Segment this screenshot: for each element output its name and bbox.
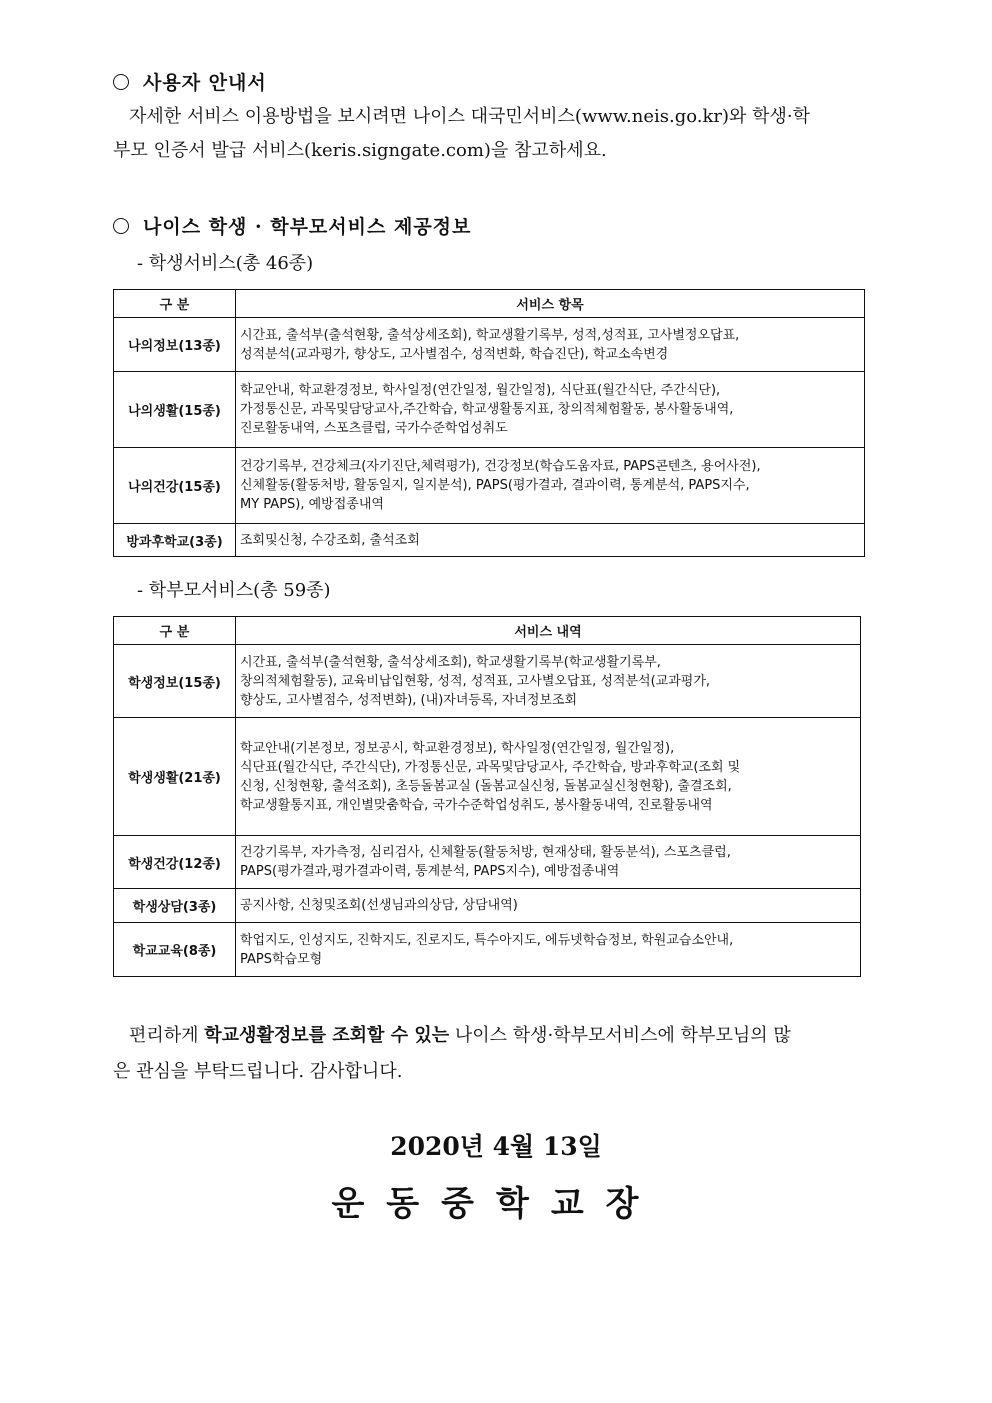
table-row (114, 524, 865, 557)
body-line: 부모 인증서 발급 서비스(keris.signgate.com)을 참고하세요. (113, 140, 607, 161)
row-items (236, 836, 861, 889)
row-category: 학생생활(21종) (114, 718, 236, 836)
item-line: 공지사항, 신청및조회(선생님과의상담, 상담내역) (240, 898, 518, 913)
header-items: 서비스 내역 (236, 617, 861, 645)
student-service-table (113, 289, 865, 557)
row-category: 학생건강(12종) (114, 836, 236, 889)
closing-suffix: 나이스 학생·학부모서비스에 학부모님의 많 (449, 1025, 791, 1046)
student-service-subtitle: - 학생서비스(총 46종) (137, 253, 314, 274)
table-row (114, 923, 861, 977)
item-line: 신청, 신청현황, 출석조회), 초등돌봄교실 (돌봄교실신청, 돌봄교실신청현황), 출결조회, (240, 778, 732, 794)
item-line: PAPS(평가결과,평가결과이력, 통계분석, PAPS지수), 예방접종내역 (240, 864, 620, 879)
item-line: 창의적체험활동), 교육비납입현황, 성적, 성적표, 고사별오답표, 성적분석(교과평가, (240, 673, 711, 689)
row-category: 학생상담(3종) (114, 889, 236, 923)
item-line: 조회및신청, 수강조회, 출석조회 (240, 532, 420, 548)
row-items (236, 645, 861, 718)
item-line: 성적분석(교과평가, 향상도, 고사별점수, 성적변화, 학습진단), 학교소속변경 (240, 346, 669, 362)
header-category: 구 분 (114, 290, 236, 318)
table-row (114, 836, 861, 889)
table-row (114, 318, 865, 372)
item-line: 가정통신문, 과목및담당교사,주간학습, 학교생활통지표, 창의적체험활동, 봉사활동내역, (240, 402, 734, 417)
header-items: 서비스 항목 (236, 290, 865, 318)
table-header-row (114, 290, 865, 318)
item-line: 건강기록부, 건강체크(자기진단,체력평가), 건강정보(학습도움자료, PAPS콘텐츠, 용어사전), (240, 459, 761, 474)
row-category: 방과후학교(3종) (114, 524, 236, 557)
parent-service-subtitle: - 학부모서비스(총 59종) (137, 580, 331, 601)
row-items (236, 718, 861, 836)
section1-body (113, 100, 897, 168)
row-items (236, 889, 861, 923)
item-line: 시간표, 출석부(출석현황, 출석상세조회), 학교생활기록부(학교생활기록부, (240, 654, 661, 670)
item-line: 건강기록부, 자가측정, 심리검사, 신체활동(활동처방, 현재상태, 활동분석), 스포츠클럽, (240, 845, 731, 860)
table-row (114, 372, 865, 448)
row-items (236, 448, 865, 524)
document-date: 2020년 4월 13일 (390, 1132, 602, 1161)
item-line: 학교안내(기본정보, 정보공시, 학교환경정보), 학사일정(연간일정, 월간일정), (240, 740, 675, 756)
row-category: 학생정보(15종) (114, 645, 236, 718)
signer-name: 운동중학교장 (331, 1184, 661, 1224)
closing-prefix: 편리하게 (129, 1025, 205, 1046)
body-line: 자세한 서비스 이용방법을 보시려면 나이스 대국민서비스(www.neis.go.kr)와 학생·학 (129, 106, 811, 127)
item-line: 진로활동내역, 스포츠클럽, 국가수준학업성취도 (240, 421, 508, 436)
row-items (236, 524, 865, 557)
parent-service-table (113, 616, 861, 977)
item-line: 시간표, 출석부(출석현황, 출석상세조회), 학교생활기록부, 성적,성적표, 고사별정오답표, (240, 327, 740, 343)
row-items (236, 372, 865, 448)
table-row (114, 448, 865, 524)
closing-line (113, 1018, 897, 1054)
item-line: 학교생활통지표, 개인별맞춤학습, 국가수준학업성취도, 봉사활동내역, 진로활동내역 (240, 797, 713, 813)
section1-heading (113, 68, 267, 95)
header-category: 구 분 (114, 617, 236, 645)
circle-bullet-icon (113, 74, 129, 90)
table-row (114, 718, 861, 836)
closing-line: 은 관심을 부탁드립니다. 감사합니다. (113, 1061, 403, 1082)
item-line: 향상도, 고사별점수, 성적변화), (내)자녀등록, 자녀정보조회 (240, 692, 578, 708)
table-header-row (114, 617, 861, 645)
row-items (236, 923, 861, 977)
circle-bullet-icon (113, 218, 129, 234)
row-items (236, 318, 865, 372)
item-line: 식단표(월간식단, 주간식단), 가정통신문, 과목및담당교사, 주간학습, 방과후학교(조회 및 (240, 759, 741, 775)
closing-bold: 학교생활정보를 조회할 수 있는 (204, 1025, 450, 1046)
row-category: 나의건강(15종) (114, 448, 236, 524)
closing-paragraph (113, 1018, 897, 1090)
item-line: MY PAPS), 예방접종내역 (240, 497, 384, 512)
row-category: 학교교육(8종) (114, 923, 236, 977)
section1-heading-text: 사용자 안내서 (143, 72, 267, 94)
section2-heading-text: 나이스 학생 · 학부모서비스 제공정보 (143, 216, 472, 238)
item-line: 학업지도, 인성지도, 진학지도, 진로지도, 특수아지도, 에듀넷학습정보, 학원교습소안내, (240, 932, 734, 948)
table-row (114, 889, 861, 923)
section2-heading (113, 212, 471, 239)
item-line: 신체활동(활동처방, 활동일지, 일지분석), PAPS(평가결과, 결과이력, 통계분석, PAPS지수, (240, 478, 750, 493)
item-line: PAPS학습모형 (240, 951, 323, 967)
row-category: 나의생활(15종) (114, 372, 236, 448)
row-category: 나의정보(13종) (114, 318, 236, 372)
item-line: 학교안내, 학교환경정보, 학사일정(연간일정, 월간일정), 식단표(월간식단, 주간식단), (240, 383, 721, 398)
table-row (114, 645, 861, 718)
